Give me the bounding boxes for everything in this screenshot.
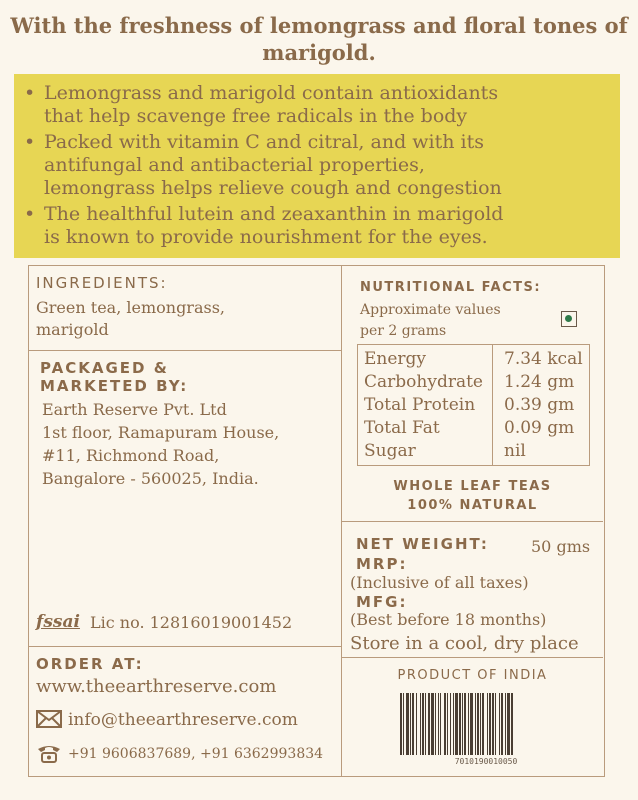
- order-website[interactable]: www.theearthreserve.com: [36, 676, 277, 697]
- barcode-bar: [489, 693, 491, 755]
- barcode-bar: [444, 693, 446, 755]
- barcode-bar: [495, 693, 496, 755]
- barcode: [398, 693, 574, 755]
- barcode-bar: [468, 693, 469, 755]
- barcode-bar: [475, 693, 476, 755]
- barcode-bar: [425, 693, 426, 755]
- barcode-bar: [440, 693, 441, 755]
- barcode-bar: [511, 693, 513, 755]
- packaged-line-2: 1st floor, Ramapuram House,: [42, 423, 280, 442]
- barcode-bar: [428, 693, 430, 755]
- barcode-bar: [507, 693, 510, 755]
- nutrition-value: 1.24 gm: [504, 372, 575, 392]
- ingredients-line-1: Green tea, lemongrass,: [36, 298, 225, 317]
- benefit-line: The healthful lutein and zeaxanthin in marigold: [44, 203, 504, 225]
- order-email[interactable]: info@theearthreserve.com: [68, 710, 298, 730]
- net-weight-label: NET WEIGHT:: [356, 535, 489, 553]
- barcode-bar: [420, 693, 421, 755]
- headline: With the freshness of lemongrass and floral tones of marigold.: [10, 13, 628, 65]
- packaged-heading-1: PACKAGED &: [40, 359, 169, 377]
- benefit-line: antifungal and antibacterial properties,: [44, 154, 425, 176]
- nutrition-subtitle-1: Approximate values: [360, 302, 501, 318]
- nutrition-value: 0.39 gm: [504, 395, 575, 415]
- bullet-mark: •: [24, 82, 36, 104]
- barcode-bar: [487, 693, 488, 755]
- barcode-bar: [482, 693, 484, 755]
- veg-mark-icon: [561, 311, 577, 327]
- nutrition-heading: NUTRITIONAL FACTS:: [360, 280, 542, 295]
- fssai-license: Lic no. 12816019001452: [90, 613, 293, 632]
- nutrition-name: Total Protein: [364, 395, 476, 415]
- barcode-bar: [403, 693, 404, 755]
- barcode-bar: [455, 693, 458, 755]
- barcode-bar: [438, 693, 439, 755]
- tea-type-2: 100% NATURAL: [407, 498, 538, 513]
- barcode-bar: [450, 693, 451, 755]
- nutrition-name: Total Fat: [364, 418, 440, 438]
- benefit-line: lemongrass helps relieve cough and congestion: [44, 177, 502, 199]
- barcode-bar: [470, 693, 473, 755]
- barcode-bar: [462, 693, 463, 755]
- barcode-bar: [453, 693, 454, 755]
- mrp-label: MRP:: [356, 555, 408, 573]
- mail-icon: [36, 710, 62, 728]
- nutrition-name: Carbohydrate: [364, 372, 483, 392]
- packaged-line-1: Earth Reserve Pvt. Ltd: [42, 400, 227, 419]
- barcode-bar: [464, 693, 466, 755]
- barcode-bar: [477, 693, 479, 755]
- barcode-bar: [416, 693, 417, 755]
- barcode-bar: [400, 693, 402, 755]
- nutrition-value: 7.34 kcal: [504, 349, 583, 369]
- phone-icon: [36, 743, 62, 763]
- ingredients-heading: INGREDIENTS:: [36, 274, 168, 292]
- barcode-bar: [406, 693, 409, 755]
- mfg-note: (Best before 18 months): [350, 610, 547, 629]
- nutrition-name: Sugar: [364, 441, 416, 461]
- nutrition-value: 0.09 gm: [504, 418, 575, 438]
- mfg-label: MFG:: [356, 593, 408, 611]
- benefit-line: that help scavenge free radicals in the body: [44, 105, 468, 127]
- barcode-bar: [435, 693, 436, 755]
- barcode-bar: [447, 693, 448, 755]
- barcode-bar: [505, 693, 506, 755]
- barcode-bar: [422, 693, 424, 755]
- nutrition-subtitle-2: per 2 grams: [360, 323, 447, 339]
- barcode-bar: [480, 693, 481, 755]
- nutrition-table: [357, 344, 590, 466]
- benefit-line: Packed with vitamin C and citral, and with its: [44, 131, 484, 153]
- tea-type-1: WHOLE LEAF TEAS: [393, 479, 552, 494]
- barcode-bar: [410, 693, 411, 755]
- mrp-note: (Inclusive of all taxes): [350, 573, 529, 592]
- barcode-bar: [499, 693, 500, 755]
- benefit-line: is known to provide nourishment for the eyes.: [44, 226, 488, 248]
- barcode-bar: [412, 693, 414, 755]
- order-phone: +91 9606837689, +91 6362993834: [68, 746, 324, 762]
- bullet-mark: •: [24, 131, 36, 153]
- net-weight-value: 50 gms: [531, 537, 591, 556]
- barcode-bar: [501, 693, 503, 755]
- nutrition-name: Energy: [364, 349, 427, 369]
- barcode-bar: [459, 693, 461, 755]
- product-origin: PRODUCT OF INDIA: [397, 668, 548, 683]
- benefit-line: Lemongrass and marigold contain antioxidants: [44, 82, 499, 104]
- bullet-mark: •: [24, 203, 36, 225]
- ingredients-line-2: marigold: [36, 320, 109, 339]
- packaged-line-4: Bangalore - 560025, India.: [42, 469, 259, 488]
- order-heading: ORDER AT:: [36, 655, 144, 673]
- storage-note: Store in a cool, dry place: [350, 633, 579, 654]
- packaged-line-3: #11, Richmond Road,: [42, 446, 220, 465]
- barcode-number: 7010190010050: [454, 757, 518, 766]
- barcode-bar: [492, 693, 494, 755]
- fssai-logo: fssai: [36, 612, 80, 632]
- barcode-bar: [431, 693, 434, 755]
- packaged-heading-2: MARKETED BY:: [40, 377, 189, 395]
- nutrition-value: nil: [504, 441, 526, 461]
